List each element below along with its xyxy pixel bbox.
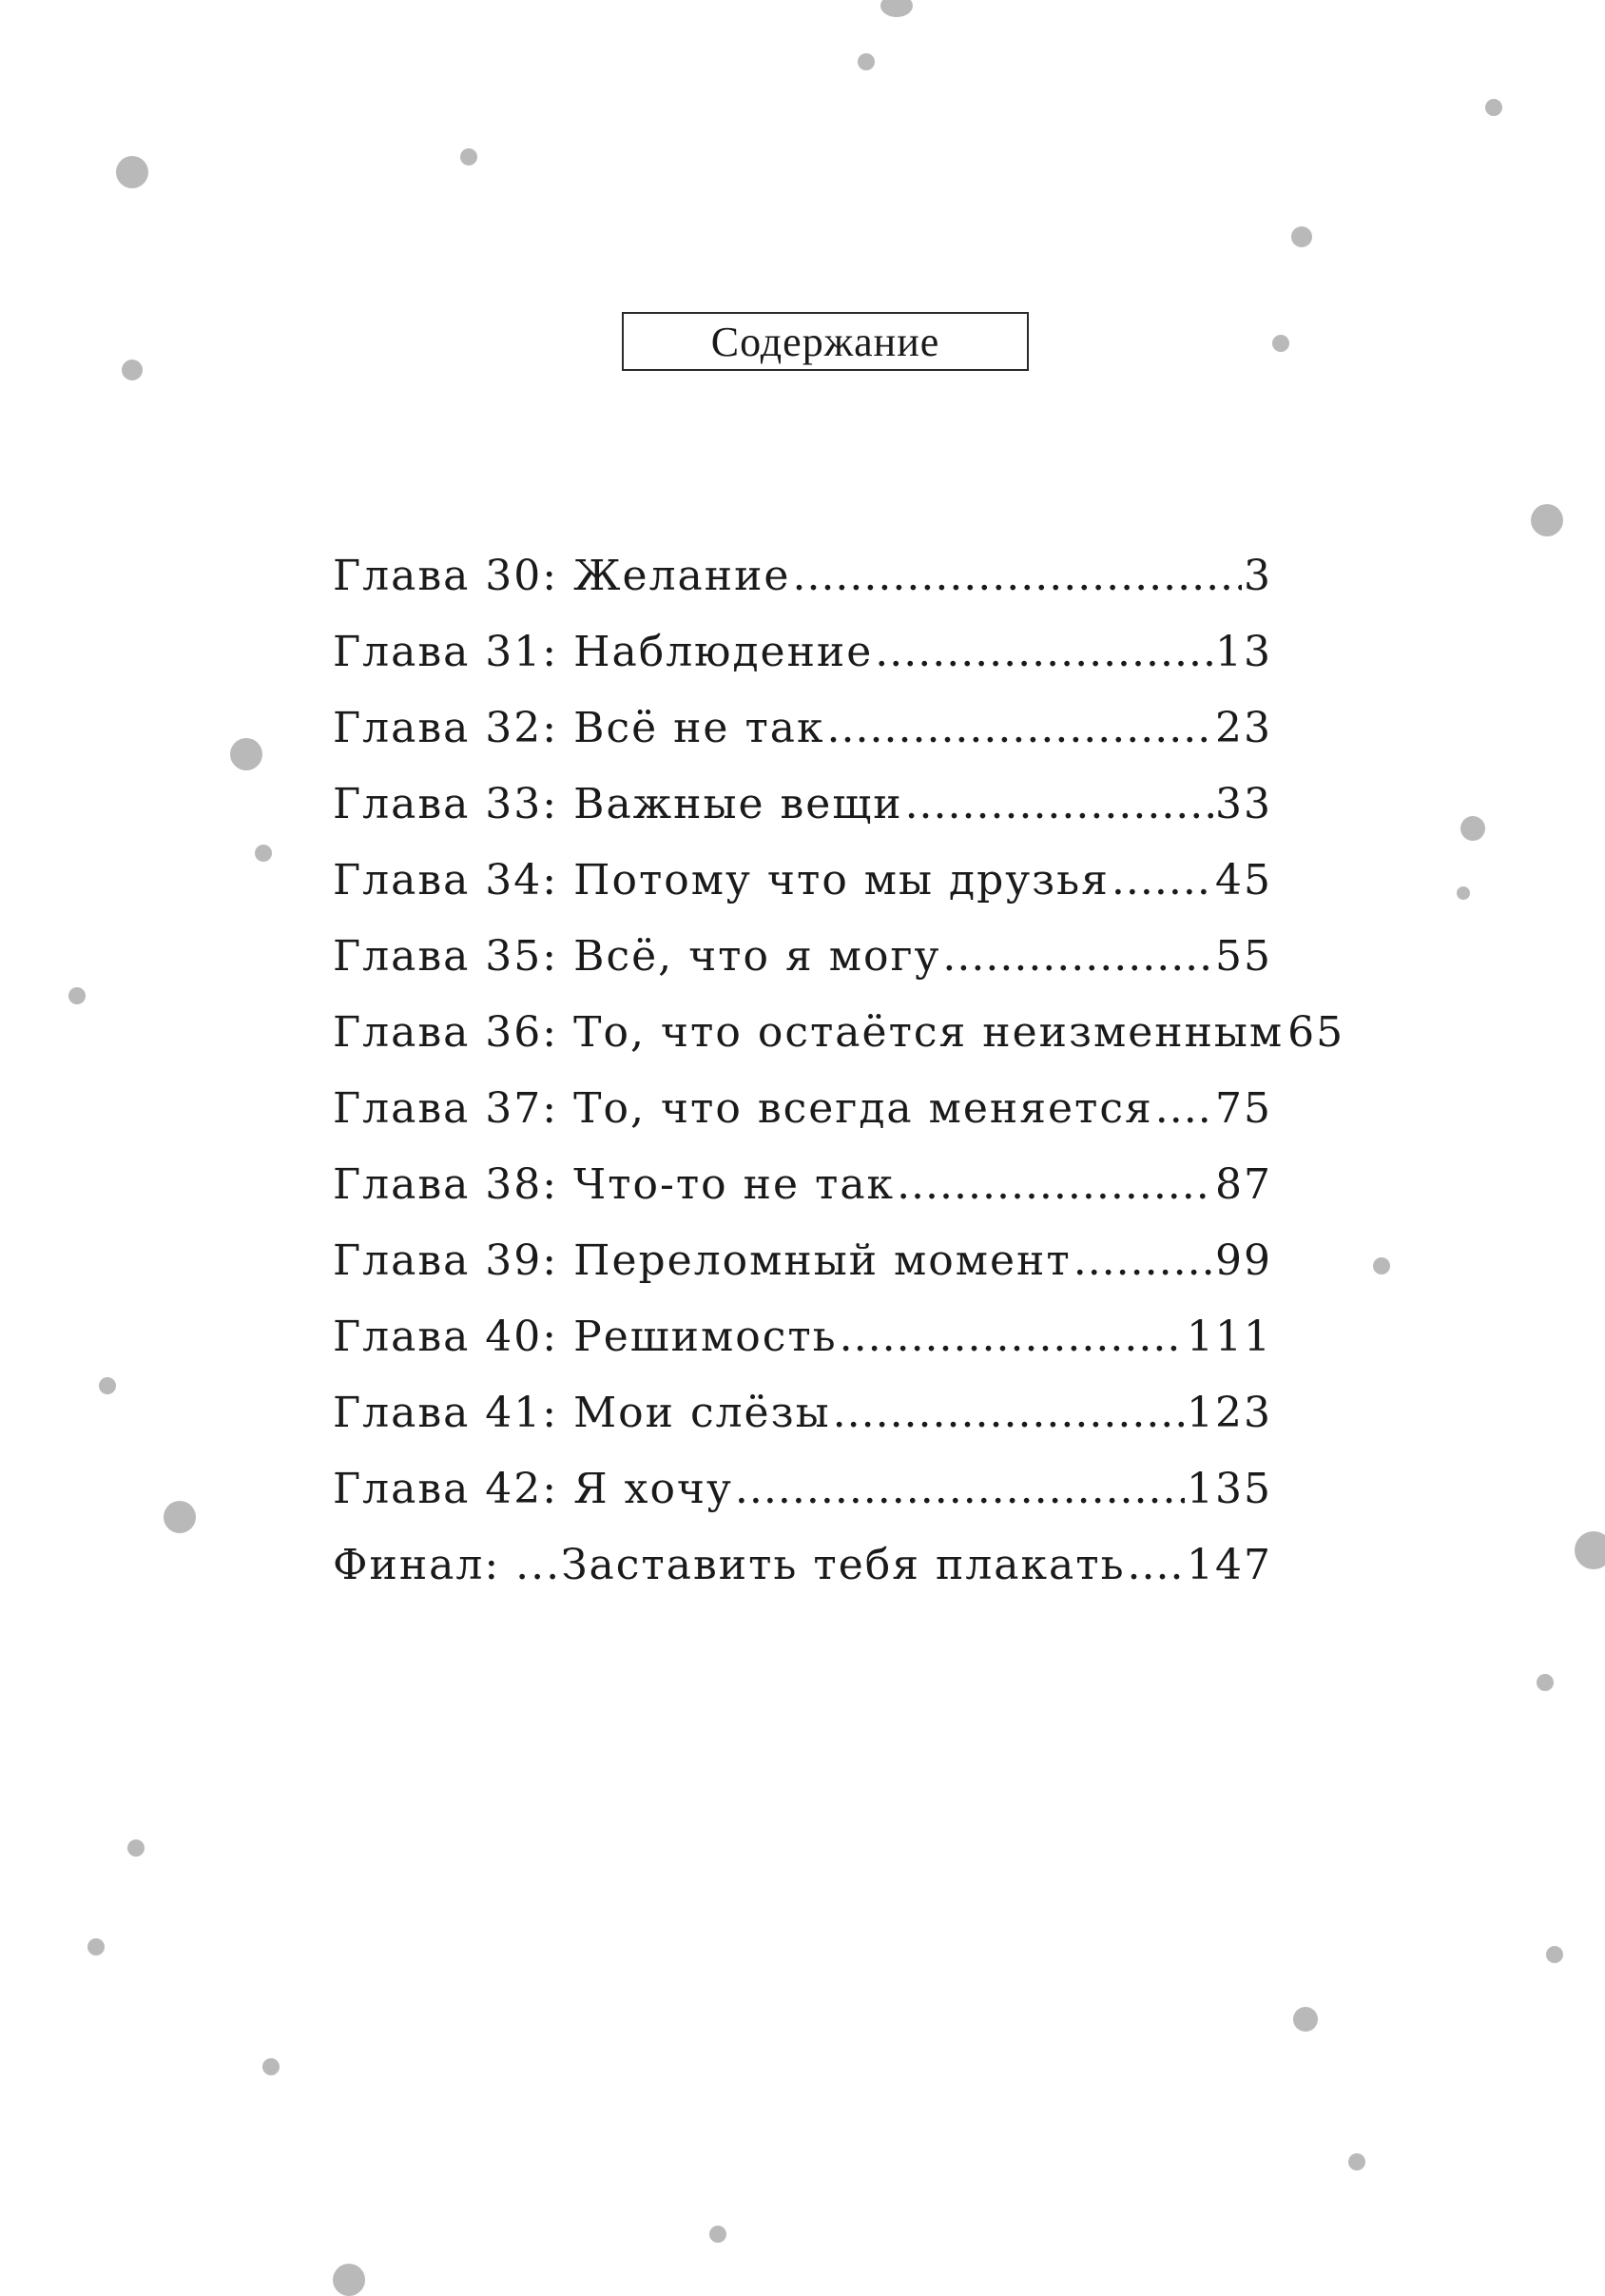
toc-entry-label: Глава 37: То, что всегда меняется xyxy=(333,1084,1153,1133)
toc-entry-page: 55 xyxy=(1215,932,1272,981)
toc-entry xyxy=(333,1541,1272,1617)
toc-entry-label: Глава 31: Наблюдение xyxy=(333,628,874,676)
toc-dot-leader xyxy=(897,1160,1213,1209)
decorative-dot xyxy=(1531,504,1563,536)
decorative-dot xyxy=(1537,1674,1554,1691)
toc-dot-leader xyxy=(1112,856,1213,905)
toc-entry-page: 87 xyxy=(1215,1160,1272,1209)
toc-entry xyxy=(333,1465,1272,1541)
decorative-dot xyxy=(1291,226,1312,247)
toc-entry xyxy=(333,1236,1272,1313)
toc-entry-page: 65 xyxy=(1287,1008,1345,1057)
toc-entry-label: Глава 30: Желание xyxy=(333,552,791,600)
toc-entry xyxy=(333,1389,1272,1465)
decorative-dot xyxy=(1546,1946,1563,1963)
decorative-dot xyxy=(880,0,913,17)
toc-entry-label: Глава 39: Переломный момент xyxy=(333,1236,1072,1285)
toc-entry xyxy=(333,628,1272,704)
toc-entry-label: Глава 35: Всё, что я могу xyxy=(333,932,941,981)
decorative-dot xyxy=(460,148,477,165)
toc-entry-page: 75 xyxy=(1215,1084,1272,1133)
decorative-dot xyxy=(1460,816,1485,841)
toc-entry-label: Глава 38: Что-то не так xyxy=(333,1160,896,1209)
contents-title: Содержание xyxy=(710,318,940,365)
toc-dot-leader xyxy=(792,552,1242,600)
toc-entry xyxy=(333,1160,1272,1236)
toc-entry-label: Глава 33: Важные вещи xyxy=(333,780,903,828)
toc-entry-page: 33 xyxy=(1215,780,1272,828)
toc-entry xyxy=(333,552,1272,628)
toc-entry xyxy=(333,780,1272,856)
decorative-dot xyxy=(127,1839,145,1857)
toc-entry xyxy=(333,1313,1272,1389)
toc-entry xyxy=(333,856,1272,932)
toc-entry-label: Глава 41: Мои слёзы xyxy=(333,1389,831,1437)
toc-dot-leader xyxy=(735,1465,1185,1513)
toc-entry xyxy=(333,1084,1272,1160)
toc-dot-leader xyxy=(833,1389,1185,1437)
toc-dot-leader xyxy=(1073,1236,1213,1285)
toc-entry xyxy=(333,704,1272,780)
toc-entry xyxy=(333,1008,1345,1084)
toc-entry-label: Глава 36: То, что остаётся неизменным xyxy=(333,1008,1285,1057)
toc-dot-leader xyxy=(875,628,1213,676)
toc-dot-leader xyxy=(942,932,1213,981)
toc-entry-label: Глава 42: Я хочу xyxy=(333,1465,733,1513)
decorative-dot xyxy=(709,2226,726,2243)
toc-entry-page: 13 xyxy=(1215,628,1272,676)
decorative-dot xyxy=(1575,1531,1605,1569)
decorative-dot xyxy=(1457,886,1470,900)
toc-entry-page: 111 xyxy=(1187,1313,1272,1361)
toc-entry-page: 123 xyxy=(1187,1389,1272,1437)
decorative-dot xyxy=(1373,1257,1390,1274)
decorative-dot xyxy=(68,987,86,1004)
toc-entry-page: 147 xyxy=(1187,1541,1272,1589)
decorative-dot xyxy=(333,2264,365,2296)
decorative-dot xyxy=(1485,99,1502,116)
decorative-dot xyxy=(1348,2153,1365,2170)
table-of-contents xyxy=(333,552,1345,1617)
decorative-dot xyxy=(122,360,143,380)
toc-dot-leader xyxy=(1155,1084,1213,1133)
toc-entry-page: 3 xyxy=(1244,552,1272,600)
decorative-dot xyxy=(858,53,875,70)
decorative-dot xyxy=(164,1501,196,1533)
toc-entry xyxy=(333,932,1272,1008)
toc-entry-label: Глава 32: Всё не так xyxy=(333,704,825,752)
decorative-dot xyxy=(255,845,272,862)
toc-entry-page: 45 xyxy=(1215,856,1272,905)
decorative-dot xyxy=(230,738,262,770)
toc-dot-leader xyxy=(827,704,1213,752)
toc-dot-leader xyxy=(905,780,1213,828)
decorative-dot xyxy=(262,2058,280,2075)
decorative-dot xyxy=(1293,2007,1318,2032)
toc-dot-leader xyxy=(1128,1541,1185,1589)
toc-entry-label: Глава 40: Решимость xyxy=(333,1313,838,1361)
toc-entry-page: 23 xyxy=(1215,704,1272,752)
decorative-dot xyxy=(87,1938,105,1955)
decorative-dot xyxy=(1272,335,1289,352)
toc-entry-label: Глава 34: Потому что мы друзья xyxy=(333,856,1110,905)
toc-entry-page: 135 xyxy=(1187,1465,1272,1513)
decorative-dot xyxy=(116,156,148,188)
toc-entry-label: Финал: ...Заставить тебя плакать xyxy=(333,1541,1126,1589)
toc-dot-leader xyxy=(840,1313,1185,1361)
decorative-dot xyxy=(99,1377,116,1394)
toc-entry-page: 99 xyxy=(1215,1236,1272,1285)
contents-title-box xyxy=(622,312,1029,371)
